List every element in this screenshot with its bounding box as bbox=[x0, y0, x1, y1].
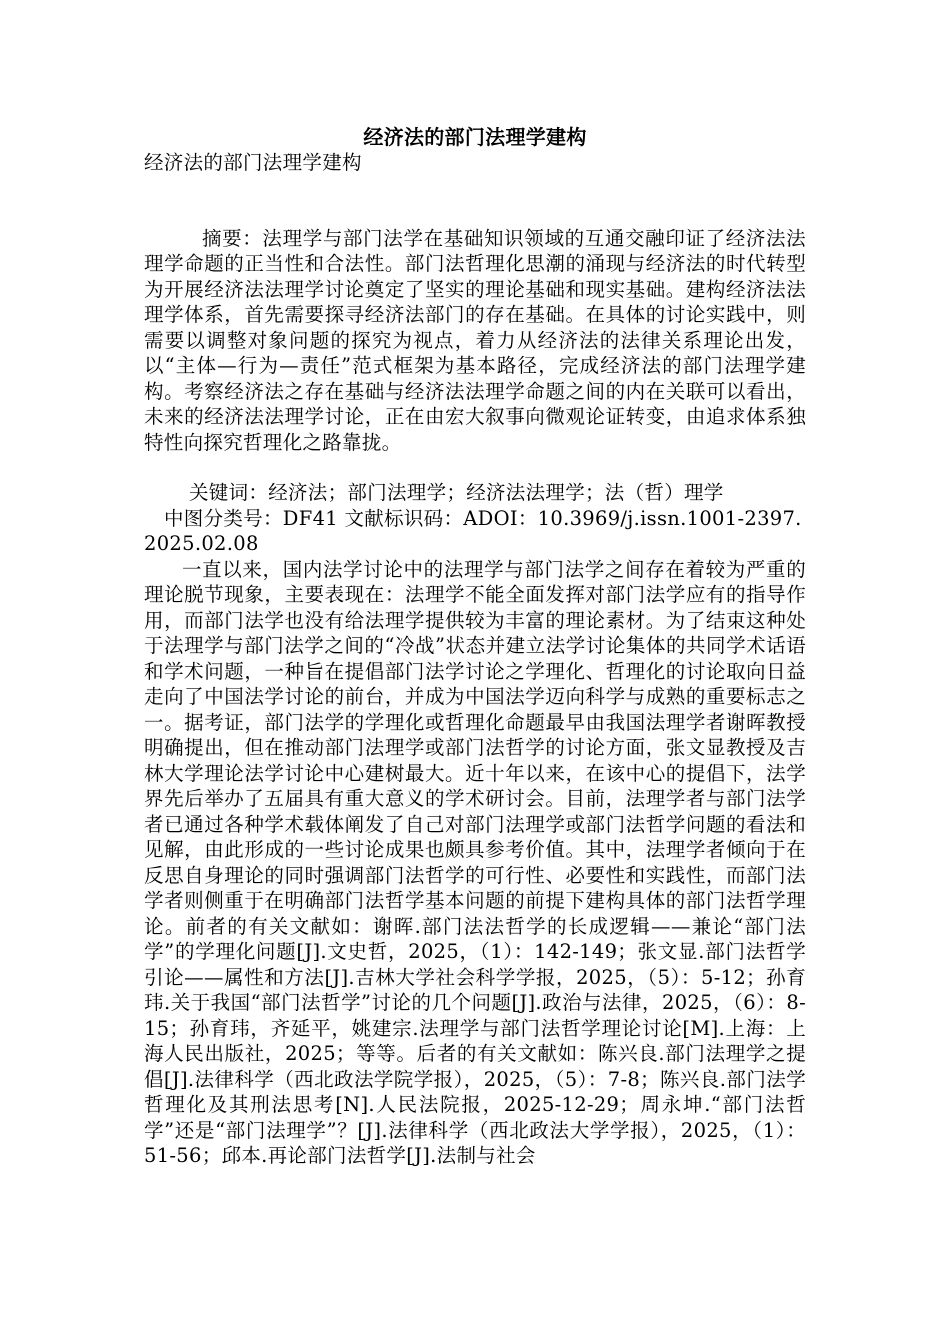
abstract-paragraph: 摘要：法理学与部门法学在基础知识领域的互通交融印证了经济法法理学命题的正当性和合法性。部门法哲理化思潮的涌现与经济法的时代转型为开展经济法法理学讨论奠定了坚实的理论基础和现实基础。建构经济法法理学体系，首先需要探寻经济法部门的存在基础。在具体的讨论实践中，则需要以调整对象问题的探究为视点，着力从经济法的法律关系理论出发，以“主体—行为—责任”范式框架为基本路径，完成经济法的部门法理学建构。考察经济法之存在基础与经济法法理学命题之间的内在关联可以看出，未来的经济法法理学讨论，正在由宏大叙事向微观论证转变，由追求体系独特性向探究哲理化之路靠拢。 bbox=[144, 226, 806, 454]
blank-line bbox=[144, 201, 806, 226]
document-subtitle: 经济法的部门法理学建构 bbox=[144, 151, 362, 174]
document-page bbox=[144, 124, 806, 1169]
keywords-line: 关键词：经济法；部门法理学；经济法法理学；法（哲）理学 bbox=[189, 481, 724, 504]
body-paragraph: 一直以来，国内法学讨论中的法理学与部门法学之间存在着较为严重的理论脱节现象，主要表现在：法理学不能全面发挥对部门法学应有的指导作用，而部门法学也没有给法理学提供较为丰富的理论素材。为了结束这种处于法理学与部门法学之间的“冷战”状态并建立法学讨论集体的共同学术话语和学术问题，一种旨在提倡部门法学讨论之学理化、哲理化的讨论取向日益走向了中国法学讨论的前台，并成为中国法学迈向科学与成熟的重要标志之一。据考证，部门法学的学理化或哲理化命题最早由我国法理学者谢晖教授明确提出，但在推动部门法理学或部门法哲学的讨论方面，张文显教授及吉林大学理论法学讨论中心建树最大。近十年以来，在该中心的提倡下，法学界先后举办了五届具有重大意义的学术研讨会。目前，法理学者与部门法学者已通过各种学术载体阐发了自己对部门法理学或部门法哲学问题的看法和见解，由此形成的一些讨论成果也颇具参考价值。其中，法理学者倾向于在反思自身理论的同时强调部门法哲学的可行性、必要性和实践性，而部门法学者则侧重于在明确部门法哲学基本问题的前提下建构具体的部门法哲学理论。前者的有关文献如：谢晖.部门法法哲学的长成逻辑——兼论“部门法学”的学理化问题[J].文史哲，2025，（1）：142-149；张文显.部门法哲学引论——属性和方法[J].吉林大学社会科学学报，2025，（5）：5-12；孙育玮.关于我国“部门法哲学”讨论的几个问题[J].政治与法律，2025，（6）：8-15；孙育玮，齐延平，姚建宗.法理学与部门法哲学理论讨论[M].上海：上海人民出版社，2025；等等。后者的有关文献如：陈兴良.部门法理学之提倡[J].法律科学（西北政法学院学报），2025，（5）：7-8；陈兴良.部门法学哲理化及其刑法思考[N].人民法院报，2025-12-29；周永坤.“部门法哲学”还是“部门法理学”？[J].法律科学（西北政法大学学报），2025，（1）：51-56；邱本.再论部门法哲学[J].法制与社会 bbox=[144, 557, 806, 1167]
classification-line: 中图分类号：DF41 文献标识码：ADOI：10.3969/j.issn.1001-2397.2025.02.08 bbox=[144, 506, 802, 555]
blank-line bbox=[144, 455, 806, 480]
document-title: 经济法的部门法理学建构 bbox=[363, 125, 587, 149]
